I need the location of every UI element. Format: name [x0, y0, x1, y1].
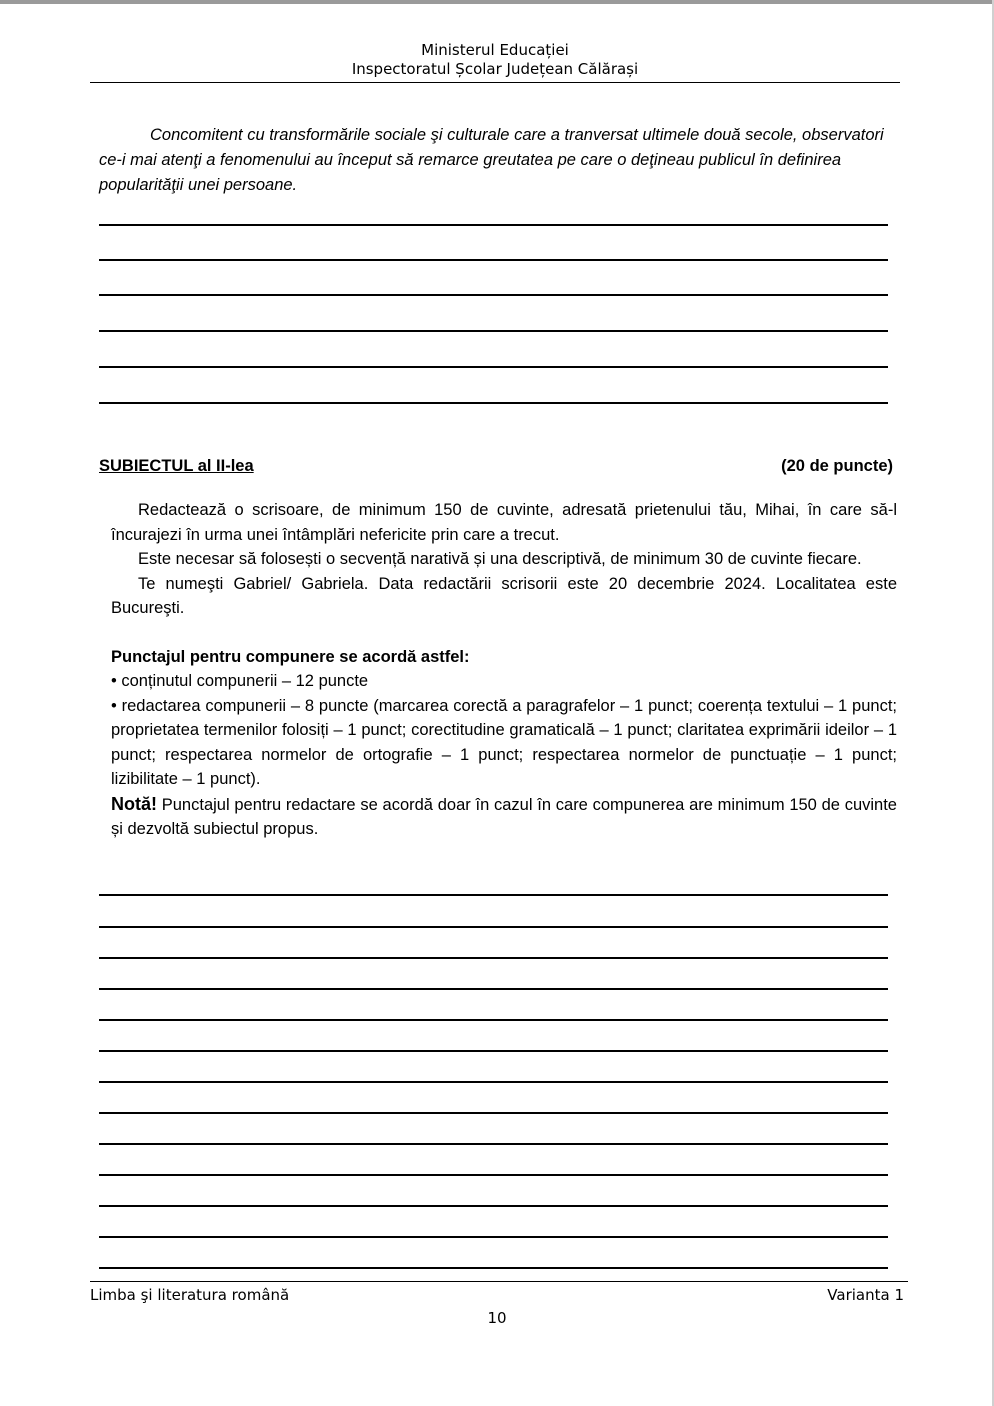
answer-line[interactable]	[99, 224, 888, 226]
answer-line[interactable]	[99, 1143, 888, 1145]
answer-line[interactable]	[99, 988, 888, 990]
answer-line[interactable]	[99, 294, 888, 296]
note-label: Notă!	[111, 793, 157, 814]
answer-line[interactable]	[99, 402, 888, 404]
note-text: Punctajul pentru redactare se acordă doar în cazul în care compunerea are minimum 150 de cuvinte și dezvoltă subiectul propus.	[111, 795, 897, 838]
scoring-bullet: • conținutul compunerii – 12 puncte	[111, 672, 369, 690]
subject-title-row	[99, 455, 893, 477]
answer-line[interactable]	[99, 330, 888, 332]
answer-line[interactable]	[99, 894, 888, 896]
task-paragraph: Redactează o scrisoare, de minimum 150 de cuvinte, adresată prietenului tău, Mihai, în care să-l încurajezi în urma unei întâmplări nefericite prin care a trecut.	[111, 501, 897, 544]
footer-variant: Varianta 1	[827, 1286, 904, 1304]
answer-line[interactable]	[99, 926, 888, 928]
answer-line[interactable]	[99, 259, 888, 261]
answer-line[interactable]	[99, 1112, 888, 1114]
scoring-bullet: • redactarea compunerii – 8 puncte (marcarea corectă a paragrafelor – 1 punct; coerența textului – 1 punct; proprietatea termenilor folosiți – 1 punct; corectitudine gramaticală – 1 punct; claritatea exprimării ideilor – 1 punct; respectarea normelor de ortografie – 1 punct; respectarea normelor de punctuație – 1 punct; lizibilitate – 1 punct).	[111, 696, 897, 788]
answer-line[interactable]	[99, 957, 888, 959]
answer-line[interactable]	[99, 1019, 888, 1021]
answer-line[interactable]	[99, 1174, 888, 1176]
task-paragraph: Este necesar să folosești o secvență narativă și una descriptivă, de minimum 30 de cuvinte fiecare.	[138, 550, 862, 568]
quote-block	[99, 123, 889, 198]
footer-rule	[90, 1281, 908, 1282]
answer-line[interactable]	[99, 366, 888, 368]
scoring-title: Punctajul pentru compunere se acordă astfel:	[111, 647, 470, 666]
header-rule	[90, 82, 900, 83]
header-inspectorate: Inspectoratul Școlar Județean Călărași	[351, 60, 639, 78]
note-paragraph	[111, 792, 897, 842]
quote-text: Concomitent cu transformările sociale şi culturale care a tranversat ultimele două secole, observatori ce-i mai atenţi a fenomenului au început să remarce greutatea pe care o deţineau publicul în definirea popularităţii unei persoane.	[99, 126, 884, 194]
subject-body	[111, 498, 897, 842]
answer-line[interactable]	[99, 1236, 888, 1238]
answer-line[interactable]	[99, 1205, 888, 1207]
footer-subject: Limba şi literatura română	[90, 1286, 290, 1304]
task-paragraph: Te numeşti Gabriel/ Gabriela. Data redactării scrisorii este 20 decembrie 2024. Localitatea este Bucureşti.	[111, 574, 897, 617]
answer-line[interactable]	[99, 1050, 888, 1052]
page-header	[90, 41, 900, 79]
answer-line[interactable]	[99, 1267, 888, 1269]
header-ministry: Ministerul Educației	[421, 41, 569, 59]
page-top-border	[0, 0, 994, 4]
answer-line[interactable]	[99, 1081, 888, 1083]
subject-title: SUBIECTUL al II-lea	[99, 457, 254, 475]
subject-points: (20 de puncte)	[781, 457, 893, 475]
page-number: 10	[487, 1309, 507, 1327]
